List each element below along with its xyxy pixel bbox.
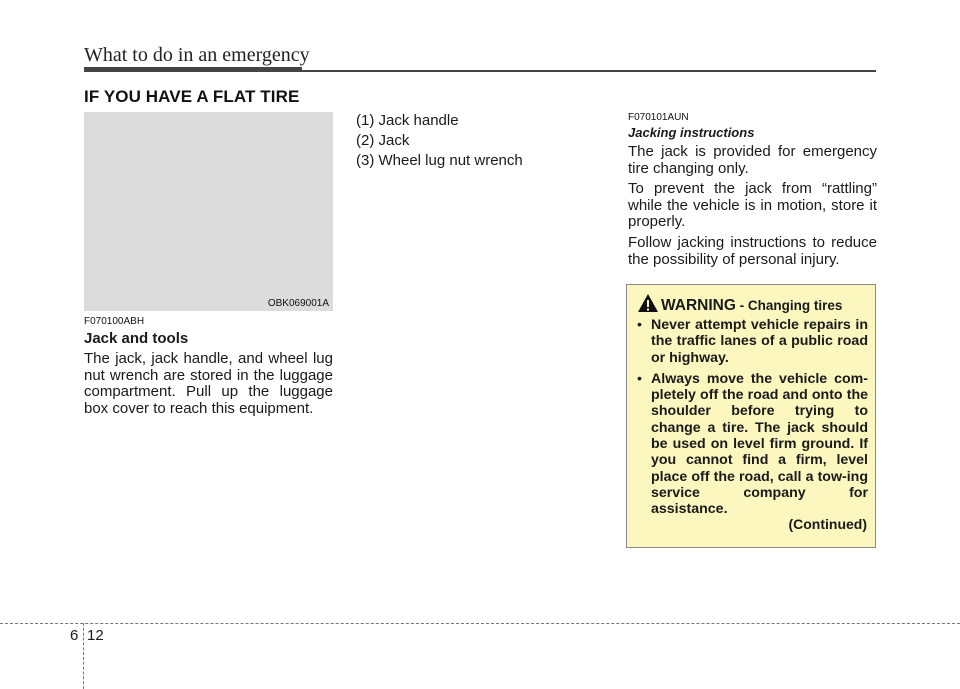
section-title: IF YOU HAVE A FLAT TIRE [84,87,300,106]
warning-box [626,284,876,548]
reference-code: F070101AUN [628,112,689,123]
paragraph: To prevent the jack from “rattling” while the vehicle is in motion, store it properly. [628,180,877,231]
subheading-jack-and-tools: Jack and tools [84,330,189,347]
list-item: (1) Jack handle [356,112,459,129]
jack-tools-body: The jack, jack handle, and wheel lug nut wrench are stored in the luggage compartment. Pull up the luggage box cover to reach this equipment. [84,350,333,417]
paragraph: Follow jacking instructions to reduce the possibility of personal injury. [628,233,877,268]
continued-label: (Continued) [788,516,867,532]
page-number: 12 [87,627,104,644]
warning-triangle-icon [637,293,659,313]
figure-code: OBK069001A [267,298,329,309]
warning-subtitle: - Changing tires [735,298,843,313]
subheading-jacking-instructions: Jacking instructions [628,125,755,140]
jack-tools-figure [84,112,333,311]
tools-list [356,111,523,171]
page-header-title: What to do in an emergency [84,44,310,66]
footer-vertical-divider [83,623,84,689]
paragraph: The jack is provided for emergency tire changing only. [628,143,877,177]
header-rule-thin [302,70,876,72]
warning-title: WARNING [661,297,736,314]
warning-list [637,317,868,523]
footer-divider [0,623,960,624]
section-number: 6 [70,627,79,644]
jacking-instructions-body [628,144,877,272]
list-item: (3) Wheel lug nut wrench [356,152,523,169]
warning-item: • Always move the vehicle com-pletely off the road and onto the shoulder before trying to change a tire. The jack should be used on level firm ground. If you cannot find a firm, level place off the road, call a tow-ing service company for assistance. [637,371,868,518]
reference-code: F070100ABH [84,316,145,327]
header-rule-thick [84,67,302,72]
list-item: (2) Jack [356,132,410,149]
warning-item: • Never attempt vehicle repairs in the traffic lanes of a public road or highway. [637,317,868,366]
warning-header [637,293,871,315]
